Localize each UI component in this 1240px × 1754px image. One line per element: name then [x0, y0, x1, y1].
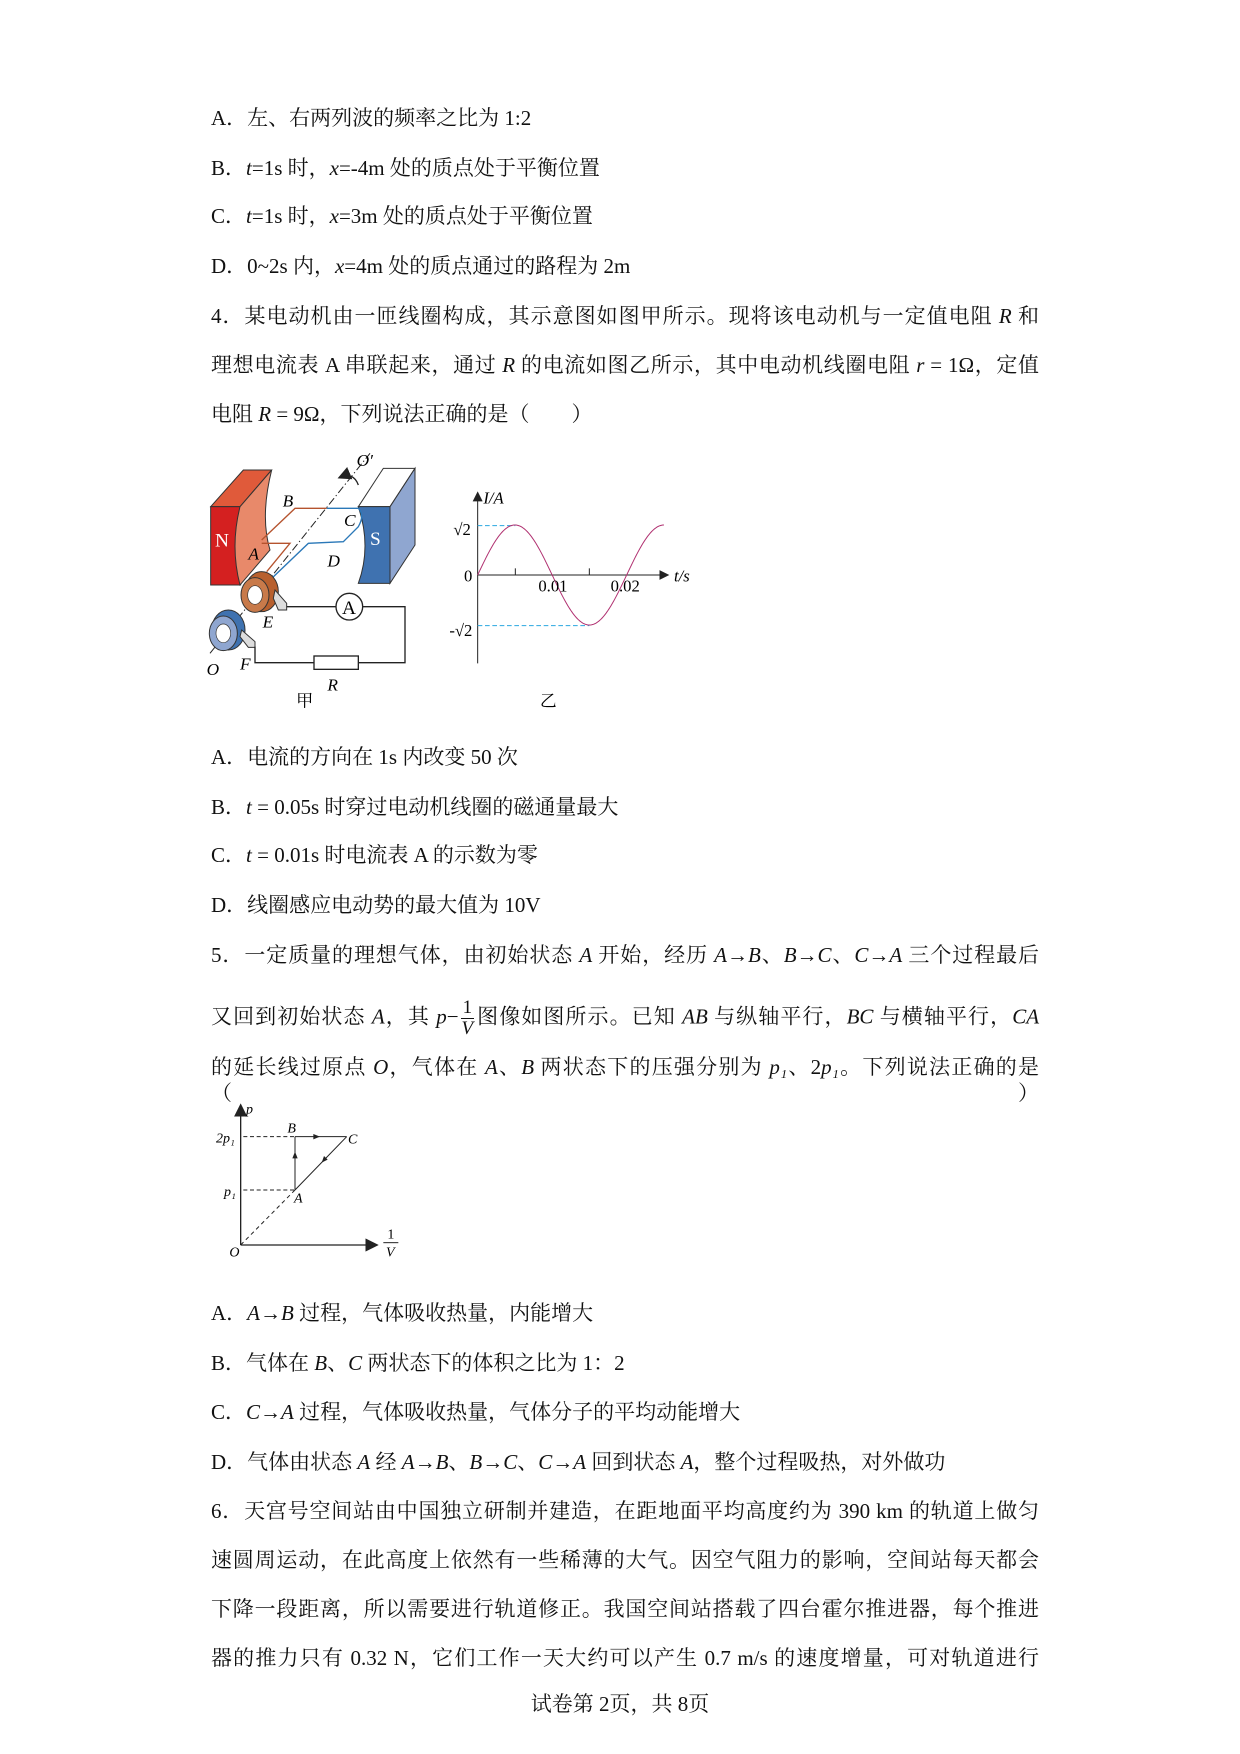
text-run: 5．一定质量的理想气体，由初始状态 [211, 943, 580, 967]
p-inverse-v-graph [190, 1090, 440, 1280]
text-run: 与纵轴平行， [707, 1004, 847, 1029]
ammeter-label: A [342, 598, 356, 619]
math-variable: p₁ [769, 1055, 788, 1079]
text-run: D．气体由状态 [211, 1450, 358, 1474]
math-variable: A [579, 943, 593, 967]
text-run: =1s 时， [251, 156, 330, 180]
text-run: = 1Ω，定值 [924, 353, 1039, 377]
q4-option-c [211, 842, 538, 868]
math-variable: C [817, 943, 832, 967]
label-r: R [327, 675, 338, 695]
text-run: 、 [327, 1351, 349, 1375]
text-run: → [552, 1450, 574, 1474]
x-axis-label: t/s [674, 566, 690, 586]
text-run: A． [211, 1301, 248, 1325]
fraction-denominator: V [461, 1018, 474, 1039]
text-run: 、2 [787, 1055, 822, 1079]
page-footer: 试卷第 2页，共 8页 [530, 1692, 710, 1716]
coil-wire [262, 508, 327, 540]
text-run: 电阻 [211, 402, 259, 426]
q5-stem-line [211, 942, 1039, 968]
text-run: 4．某电动机由一匝线圈构成，其示意图如图甲所示。现将该电动机与一定值电阻 [211, 304, 999, 328]
math-variable: R [998, 304, 1012, 328]
x-axis-denominator: V [386, 1245, 395, 1261]
text-run: 、 [497, 1055, 522, 1079]
text-run: D．0~2s 内， [211, 254, 335, 278]
slip-ring-f [209, 610, 255, 651]
q4-option-d [211, 892, 541, 918]
text-run: 6．天宫号空间站由中国独立研制并建造，在距地面平均高度约为 390 km 的轨道上做匀 [211, 1499, 1039, 1523]
math-variable: p [436, 1004, 447, 1029]
text-run: → [727, 943, 748, 967]
math-variable: t [246, 204, 252, 228]
y-max-label: √2 [453, 520, 471, 539]
q4-stem-line [211, 303, 1039, 329]
q5-option-c [211, 1399, 740, 1425]
math-variable: A [680, 1450, 694, 1474]
q5-option-b [211, 1350, 625, 1376]
origin-label: O [229, 1245, 240, 1261]
text-run: B． [211, 156, 247, 180]
math-variable: AB [682, 1004, 708, 1029]
text-run: C． [211, 1400, 247, 1424]
text-run: D．线圈感应电动势的最大值为 10V [211, 893, 541, 917]
text-run: → [260, 1301, 281, 1325]
tick-2p1: 2p₁ [216, 1131, 235, 1147]
text-run: 的延长线过原点 [211, 1055, 374, 1079]
text-run: 开始，经历 [592, 943, 715, 967]
text-run: 的电流如图乙所示，其中电动机线圈电阻 [515, 353, 917, 377]
math-variable: t [246, 843, 252, 867]
math-variable: p₁ [821, 1055, 839, 1079]
extension-line [241, 1190, 295, 1245]
q3-option-c [211, 203, 593, 229]
text-run: B．气体在 [211, 1351, 315, 1375]
math-variable: R [258, 402, 272, 426]
current-graph [449, 488, 689, 710]
q3-option-a [211, 105, 531, 131]
n-label: N [215, 530, 229, 552]
text-run: =4m 处的质点通过的路程为 2m [344, 254, 631, 278]
text-run: 两状态下的压强分别为 [534, 1055, 770, 1079]
q6-stem-line [211, 1498, 1039, 1524]
text-run: 、 [831, 943, 855, 967]
q4-option-b [211, 794, 618, 820]
label-d: D [327, 551, 340, 571]
text-run: 和 [1011, 304, 1040, 328]
ammeter [336, 593, 363, 620]
point-b-label: B [287, 1121, 296, 1137]
q3-option-b [211, 155, 600, 181]
text-run: 图像如图所示。已知 [476, 1004, 683, 1029]
math-variable: R [502, 353, 516, 377]
x-tick-label: 0.01 [538, 576, 568, 596]
text-run: 两状态下的体积之比为 1：2 [362, 1351, 625, 1375]
q4-stem-line [211, 401, 593, 427]
text-run: 。下列说法正确的是（ ） [211, 1055, 1040, 1105]
text-run: 回到状态 [586, 1450, 681, 1474]
label-o: O [206, 660, 220, 679]
x-tick-label: 0.02 [610, 576, 640, 596]
math-variable: C [348, 1351, 363, 1375]
math-variable: B [469, 1450, 483, 1474]
text-run: 速圆周运动，在此高度上依然有一些稀薄的大气。因空气阻力的影响，空间站每天都会 [211, 1548, 1039, 1572]
point-a-label: A [294, 1191, 303, 1207]
text-run: =3m 处的质点处于平衡位置 [338, 204, 593, 228]
math-variable: B [748, 943, 761, 967]
math-variable: BC [846, 1004, 874, 1029]
text-run: ，其 [384, 1004, 437, 1029]
text-run: C． [211, 843, 247, 867]
text-run: 三个过程最后 [902, 943, 1040, 967]
math-variable: A [371, 1004, 385, 1029]
process-c-a [295, 1137, 347, 1190]
text-run: 、 [448, 1450, 470, 1474]
resistor [314, 656, 358, 669]
fraction-numerator: 1 [462, 997, 473, 1018]
text-run: 、 [517, 1450, 539, 1474]
text-run: → [482, 1450, 504, 1474]
text-run: A．电流的方向在 1s 内改变 50 次 [211, 745, 518, 769]
label-c: C [344, 511, 356, 530]
math-variable: t [246, 156, 252, 180]
math-variable: O [373, 1055, 389, 1079]
text-run: 经 [370, 1450, 402, 1474]
text-run: → [796, 943, 818, 967]
math-variable: CA [1012, 1004, 1040, 1029]
math-variable: C [538, 1450, 553, 1474]
text-run: ，整个过程吸热，对外做功 [693, 1450, 946, 1474]
label-o-prime: O′ [356, 451, 373, 470]
text-run: =-4m 处的质点处于平衡位置 [338, 156, 600, 180]
text-run: =1s 时， [251, 204, 330, 228]
point-c-label: C [348, 1132, 358, 1148]
q6-stem-line [211, 1547, 1039, 1573]
circuit-wire [255, 607, 405, 663]
text-run: → [260, 1400, 282, 1424]
y-axis-label: I/A [483, 488, 504, 508]
q4-figure [190, 440, 810, 730]
n-pole-magnet [211, 470, 272, 585]
math-variable: B [314, 1351, 328, 1375]
math-variable: A [247, 1301, 260, 1325]
label-b: B [282, 491, 294, 511]
text-run: B． [211, 795, 247, 819]
text-run: = 0.05s 时穿过电动机线圈的磁通量最大 [251, 795, 619, 819]
text-run: = 9Ω，下列说法正确的是（ ） [271, 402, 593, 426]
origin-label: 0 [464, 566, 473, 586]
text-run: 与横轴平行， [873, 1004, 1013, 1029]
label-e: E [262, 612, 274, 632]
text-run: 过程，气体吸收热量，内能增大 [293, 1301, 594, 1325]
text-run: C． [211, 204, 247, 228]
math-variable: A [281, 1400, 294, 1424]
arrow-up-icon [292, 1152, 297, 1159]
q5-option-d [211, 1449, 945, 1475]
caption-yi: 乙 [540, 691, 557, 711]
motor-diagram [207, 451, 415, 711]
text-run: ，气体在 [388, 1055, 485, 1079]
text-run: 理想电流表 A 串联起来，通过 [211, 353, 503, 377]
text-run: 、 [760, 943, 784, 967]
x-axis-numerator: 1 [387, 1227, 395, 1243]
text-run: = 0.01s 时电流表 A 的示数为零 [251, 843, 538, 867]
text-run: 过程，气体吸收热量，气体分子的平均动能增大 [293, 1400, 741, 1424]
q4-stem-line [211, 352, 1039, 378]
math-variable: A [889, 943, 903, 967]
text-run: 又回到初始状态 [211, 1004, 372, 1029]
text-run: − [446, 1004, 459, 1029]
s-label: S [370, 529, 381, 550]
text-run: A．左、右两列波的频率之比为 1:2 [211, 106, 532, 130]
label-a: A [248, 544, 259, 564]
math-variable: A [357, 1450, 371, 1474]
p-axis-label: p [246, 1102, 253, 1118]
q5-stem-line [211, 998, 1039, 1039]
rotation-arrow-icon [340, 476, 358, 485]
s-pole-magnet [358, 468, 415, 583]
math-variable: C [246, 1400, 261, 1424]
math-variable: C [503, 1450, 518, 1474]
text-run: → [414, 1450, 436, 1474]
math-variable: x [329, 156, 339, 180]
arrow-right-icon [313, 1134, 320, 1139]
tick-p1: p₁ [224, 1185, 236, 1200]
q3-option-d [211, 253, 630, 279]
fraction [461, 998, 475, 1039]
label-f: F [240, 654, 251, 674]
text-run: 器的推力只有 0.32 N，它们工作一天大约可以产生 0.7 m/s 的速度增量，可对轨道进行 [211, 1646, 1039, 1670]
math-variable: A [573, 1450, 587, 1474]
math-variable: C [854, 943, 869, 967]
q5-option-a [211, 1300, 593, 1326]
math-variable: B [435, 1450, 449, 1474]
math-variable: A [401, 1450, 415, 1474]
math-variable: A [714, 943, 727, 967]
math-variable: B [281, 1301, 294, 1325]
q6-stem-line [211, 1596, 1039, 1622]
math-variable: B [783, 943, 797, 967]
text-run: → [868, 943, 890, 967]
math-variable: x [334, 254, 345, 278]
y-min-label: -√2 [449, 621, 473, 640]
math-variable: A [484, 1055, 498, 1079]
math-variable: x [329, 204, 339, 228]
math-variable: t [246, 795, 252, 819]
q6-stem-line [211, 1645, 1039, 1671]
math-variable: B [521, 1055, 535, 1079]
text-run: 下降一段距离，所以需要进行轨道修正。我国空间站搭载了四台霍尔推进器，每个推进 [211, 1597, 1039, 1621]
slip-ring-e [241, 572, 287, 613]
caption-jia: 甲 [296, 691, 314, 711]
q4-option-a [211, 744, 518, 770]
math-variable: r [916, 353, 925, 377]
